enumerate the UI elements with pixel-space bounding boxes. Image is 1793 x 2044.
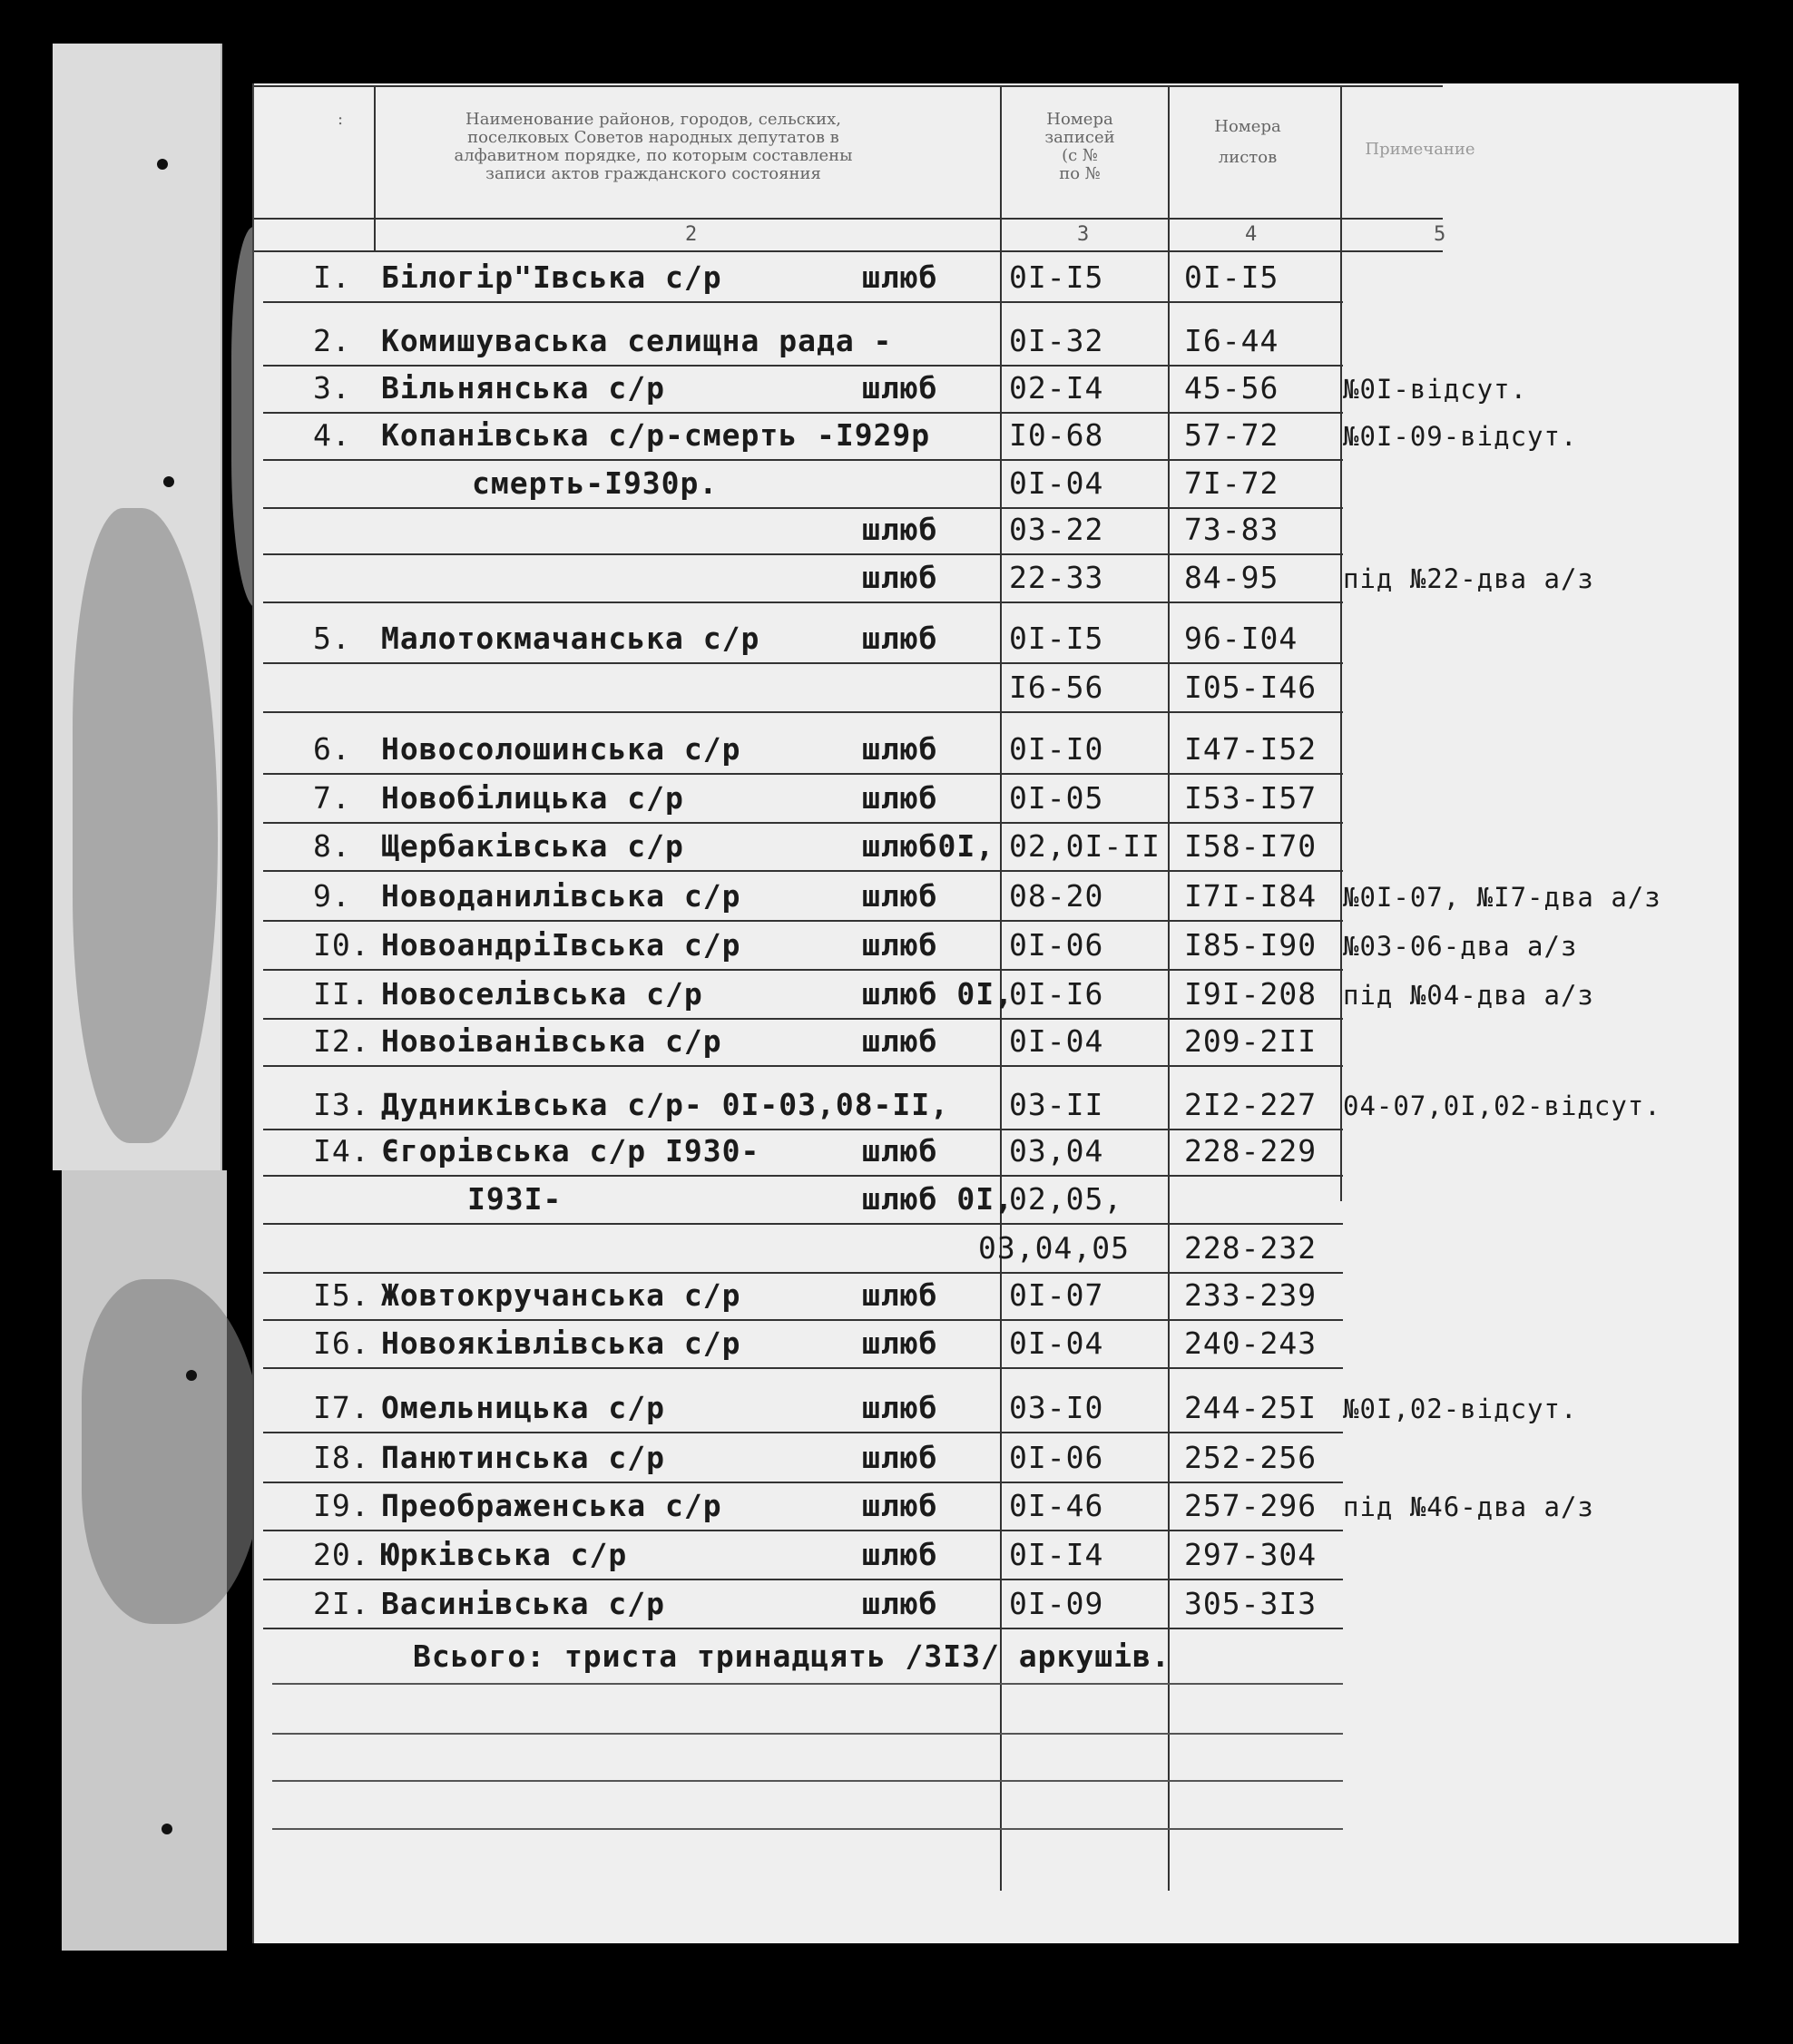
column-divider — [1340, 85, 1342, 1201]
sheet-range: 305-3I3 — [1184, 1586, 1318, 1621]
sheet-range: 84-95 — [1184, 560, 1279, 595]
sheet-range: 244-25I — [1184, 1390, 1318, 1425]
record-range: 0I-05 — [1009, 780, 1104, 816]
council-name: Васинівська с/р — [381, 1586, 666, 1621]
row-number: 7. — [313, 780, 351, 816]
record-range: 0I-06 — [1009, 927, 1104, 963]
row-rule — [263, 459, 1343, 461]
sheet-range: I53-I57 — [1184, 780, 1318, 816]
sheet-range: I05-I46 — [1184, 670, 1318, 705]
row-number: I2. — [313, 1023, 370, 1059]
sheet-range: I7I-I84 — [1184, 878, 1318, 914]
row-number: I8. — [313, 1440, 370, 1475]
record-range: 0I-I0 — [1009, 731, 1104, 767]
note-text: під №46-два а/з — [1343, 1491, 1594, 1522]
council-name: Юрківська с/р — [381, 1537, 628, 1572]
sheet-range: I47-I52 — [1184, 731, 1318, 767]
binding-hole — [162, 1824, 172, 1834]
row-rule — [263, 920, 1343, 922]
record-type: шлюб — [862, 1277, 938, 1313]
binding-hole — [186, 1370, 197, 1381]
record-range: 0I-04 — [1009, 1023, 1104, 1059]
record-range: 0I-32 — [1009, 323, 1104, 358]
row-rule — [263, 773, 1343, 775]
sheet-range: 209-2II — [1184, 1023, 1318, 1059]
record-range: 0I-04 — [1009, 1325, 1104, 1361]
column-number: 3 — [1077, 223, 1090, 246]
sheet-range: 96-I04 — [1184, 621, 1298, 656]
row-number: I. — [313, 259, 351, 295]
record-type: шлюб — [862, 512, 938, 547]
record-type: шлюб 0I, — [862, 1181, 1014, 1217]
note-text: №0I,02-відсут. — [1343, 1394, 1578, 1424]
row-number: I0. — [313, 927, 370, 963]
sheet-range: I85-I90 — [1184, 927, 1318, 963]
council-name: Омельницька с/р — [381, 1390, 666, 1425]
record-range: 03-II — [1009, 1087, 1104, 1122]
table-top-rule — [254, 85, 1443, 87]
record-type: шлюб — [862, 1390, 938, 1425]
record-range: 02,0I-II — [1009, 828, 1161, 864]
record-type: шлюб — [862, 780, 938, 816]
sheet-range: 7I-72 — [1184, 465, 1279, 501]
row-rule — [263, 507, 1343, 509]
council-name: Білогір"Iвська с/р — [381, 259, 722, 295]
row-rule — [263, 1628, 1343, 1629]
sheet-range: 57-72 — [1184, 417, 1279, 453]
note-text: під №22-два а/з — [1343, 563, 1594, 594]
sheet-range: 240-243 — [1184, 1325, 1318, 1361]
blank-rule — [272, 1828, 1343, 1830]
row-rule — [263, 662, 1343, 664]
record-range: 0I-07 — [1009, 1277, 1104, 1313]
row-number: I7. — [313, 1390, 370, 1425]
record-type: шлюб — [862, 1133, 938, 1169]
council-name: Копанівська с/р-смерть -I929р — [381, 417, 931, 453]
column-divider — [374, 85, 376, 252]
record-range: 0I-I6 — [1009, 976, 1104, 1012]
row-rule — [263, 870, 1343, 872]
sheet-range: I9I-208 — [1184, 976, 1318, 1012]
council-name: Новоданилівська с/р — [381, 878, 741, 914]
record-range: 03-22 — [1009, 512, 1104, 547]
note-text: №0I-07, №I7-два а/з — [1343, 882, 1661, 913]
row-rule — [263, 365, 1343, 367]
sheet-range: 228-232 — [1184, 1230, 1318, 1266]
row-number: I5. — [313, 1277, 370, 1313]
column-number: 5 — [1434, 223, 1446, 246]
record-range: I6-56 — [1009, 670, 1104, 705]
council-name: смерть-I930р. — [472, 465, 719, 501]
column-number: 4 — [1245, 223, 1258, 246]
note-text: №0I-09-відсут. — [1343, 421, 1578, 452]
record-type: шлюб — [862, 259, 938, 295]
sheet-range: 297-304 — [1184, 1537, 1318, 1572]
record-type: шлюб0I, — [862, 828, 995, 864]
row-rule — [263, 1579, 1343, 1580]
record-type: шлюб — [862, 1440, 938, 1475]
row-number: I4. — [313, 1133, 370, 1169]
row-rule — [263, 553, 1343, 555]
council-name: Дудниківська с/р- 0I-03,08-II, — [381, 1087, 950, 1122]
row-rule — [263, 1018, 1343, 1020]
blank-rule — [272, 1683, 1343, 1685]
record-range: 0I-I5 — [1009, 621, 1104, 656]
council-name: Панютинська с/р — [381, 1440, 666, 1475]
council-name: Вільнянська с/р — [381, 370, 666, 406]
binding-hole — [163, 476, 174, 487]
record-type: шлюб — [862, 1023, 938, 1059]
record-type: шлюб — [862, 927, 938, 963]
row-number: II. — [313, 976, 370, 1012]
council-name: I93I- — [467, 1181, 563, 1217]
council-name: Новобілицька с/р — [381, 780, 684, 816]
record-range: 0I-04 — [1009, 465, 1104, 501]
row-rule — [263, 1129, 1343, 1130]
record-type: шлюб — [862, 621, 938, 656]
header-rule — [254, 250, 1443, 252]
council-name: Новояківлівська с/р — [381, 1325, 741, 1361]
note-text: №0I-відсут. — [1343, 374, 1528, 405]
record-range: 0I-46 — [1009, 1488, 1104, 1523]
council-name: Малотокмачанська с/р — [381, 621, 760, 656]
row-rule — [263, 1530, 1343, 1531]
header-col5: Примечание — [1365, 140, 1475, 159]
record-type: шлюб — [862, 878, 938, 914]
record-type: шлюб 0I, — [862, 976, 1014, 1012]
council-name: НовоандріIвська с/р — [381, 927, 741, 963]
row-number: 5. — [313, 621, 351, 656]
record-type: шлюб — [862, 1537, 938, 1572]
row-rule — [263, 1272, 1343, 1274]
record-type: шлюб — [862, 1325, 938, 1361]
note-text: 04-07,0I,02-відсут. — [1343, 1090, 1661, 1121]
council-name: Комишуваська селищна рада - — [381, 323, 893, 358]
row-rule — [263, 1175, 1343, 1177]
sheet-range: 252-256 — [1184, 1440, 1318, 1475]
record-type: шлюб — [862, 1488, 938, 1523]
sheet-range: 2I2-227 — [1184, 1087, 1318, 1122]
record-type: шлюб — [862, 1586, 938, 1621]
council-name: Новоселівська с/р — [381, 976, 703, 1012]
row-rule — [263, 1367, 1343, 1369]
row-number: 4. — [313, 417, 351, 453]
total-line: Всього: триста тринадцять /3I3/ аркушів. — [413, 1638, 1171, 1674]
council-name: Жовтокручанська с/р — [381, 1277, 741, 1313]
header-col2: Наименование районов, городов, сельских, поселковых Советов народных депутатов в алфавитном порядке, по которым составлены записи актов гражданского состояния — [454, 110, 853, 183]
record-range: 03,04 — [1009, 1133, 1104, 1169]
row-number: I9. — [313, 1488, 370, 1523]
sheet-range: 228-229 — [1184, 1133, 1318, 1169]
council-name: Преображенська с/р — [381, 1488, 722, 1523]
row-number: 6. — [313, 731, 351, 767]
row-number: 2I. — [313, 1586, 370, 1621]
record-range: 0I-I4 — [1009, 1537, 1104, 1572]
row-rule — [263, 412, 1343, 414]
row-rule — [263, 1065, 1343, 1067]
sheet-range: I6-44 — [1184, 323, 1279, 358]
record-type: шлюб — [862, 370, 938, 406]
column-divider — [1168, 85, 1170, 1891]
row-rule — [263, 822, 1343, 824]
row-rule — [263, 1223, 1343, 1225]
binding-hole — [157, 159, 168, 170]
blank-rule — [272, 1733, 1343, 1735]
row-number: I3. — [313, 1087, 370, 1122]
record-type: шлюб — [862, 731, 938, 767]
header-rule — [254, 218, 1443, 220]
council-name: Новосолошинська с/р — [381, 731, 741, 767]
record-range: 02,05, — [1009, 1181, 1123, 1217]
sheet-range: I58-I70 — [1184, 828, 1318, 864]
record-range: 03-I0 — [1009, 1390, 1104, 1425]
note-text: №03-06-два а/з — [1343, 931, 1578, 962]
sheet-range: 257-296 — [1184, 1488, 1318, 1523]
row-number: 2. — [313, 323, 351, 358]
row-rule — [263, 1482, 1343, 1483]
row-rule — [263, 1432, 1343, 1433]
header-col3: Номера записей (с № по № — [1044, 110, 1115, 183]
record-range: I0-68 — [1009, 417, 1104, 453]
blank-rule — [272, 1780, 1343, 1782]
council-name: Щербаківська с/р — [381, 828, 684, 864]
record-range: 0I-06 — [1009, 1440, 1104, 1475]
record-range: 02-I4 — [1009, 370, 1104, 406]
header-col4: Номера листов — [1214, 117, 1281, 167]
row-rule — [263, 301, 1343, 303]
sheet-range: 45-56 — [1184, 370, 1279, 406]
record-range: 03,04,05 — [978, 1230, 1130, 1266]
sheet-range: 0I-I5 — [1184, 259, 1279, 295]
sheet-range: 73-83 — [1184, 512, 1279, 547]
row-number: 9. — [313, 878, 351, 914]
row-number: 3. — [313, 370, 351, 406]
torn-edge — [82, 1279, 263, 1624]
sheet-range: 233-239 — [1184, 1277, 1318, 1313]
row-number: I6. — [313, 1325, 370, 1361]
council-name: Єгорівська с/р I930- — [381, 1133, 760, 1169]
row-rule — [263, 969, 1343, 971]
row-rule — [263, 711, 1343, 713]
council-name: Новоіванівська с/р — [381, 1023, 722, 1059]
record-range: 08-20 — [1009, 878, 1104, 914]
row-rule — [263, 1319, 1343, 1321]
record-range: 0I-09 — [1009, 1586, 1104, 1621]
row-number: 20. — [313, 1537, 370, 1572]
record-range: 0I-I5 — [1009, 259, 1104, 295]
note-text: під №04-два а/з — [1343, 980, 1594, 1011]
record-range: 22-33 — [1009, 560, 1104, 595]
column-number: 2 — [685, 223, 698, 246]
row-rule — [263, 601, 1343, 603]
header-col1: : — [337, 110, 344, 129]
record-type: шлюб — [862, 560, 938, 595]
row-number: 8. — [313, 828, 351, 864]
